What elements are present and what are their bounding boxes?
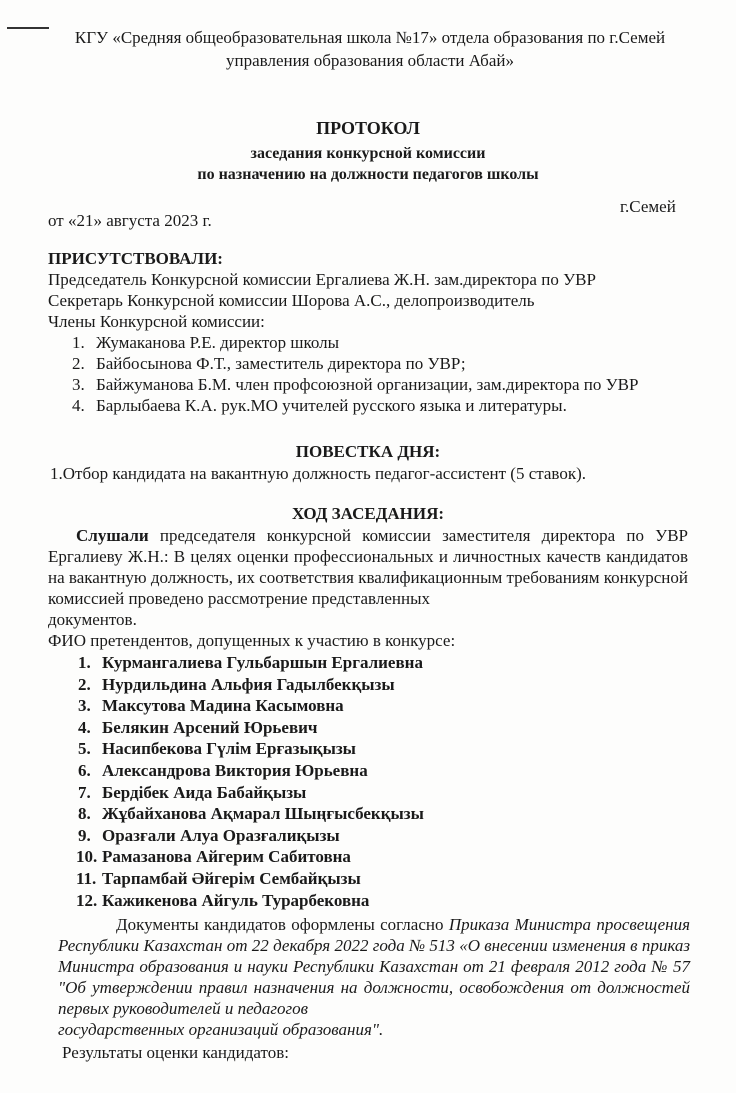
list-item: 8. Жұбайханова Ақмарал Шыңғысбекқызы — [78, 804, 424, 824]
listened-paragraph-end: документов. — [48, 610, 137, 629]
list-item: 9. Оразғали Алуа Оразғалиқызы — [78, 825, 340, 845]
chair-line: Председатель Конкурсной комиссии Ергалиева Ж.Н. зам.директора по УВР — [48, 270, 596, 289]
header-line-1: КГУ «Средняя общеобразовательная школа №17» отдела образования по г.Семей — [74, 28, 666, 47]
protocol-title: ПРОТОКОЛ — [316, 118, 420, 138]
meeting-heading: ХОД ЗАСЕДАНИЯ: — [291, 504, 445, 523]
members-label: Члены Конкурсной комиссии: — [48, 312, 265, 331]
list-item: 12. Кажикенова Айгуль Турарбековна — [76, 890, 370, 910]
list-item: 3. Максутова Мадина Касымовна — [78, 696, 344, 716]
list-item: 7. Бердібек Аида Бабайқызы — [78, 782, 307, 802]
results-label: Результаты оценки кандидатов: — [62, 1043, 289, 1062]
list-item: 4. Белякин Арсений Юрьевич — [78, 717, 318, 737]
candidates-label: ФИО претендентов, допущенных к участию в конкурсе: — [48, 631, 456, 650]
secretary-line: Секретарь Конкурсной комиссии Шорова А.С., делопроизводитель — [48, 291, 535, 310]
candidates-list — [78, 652, 424, 911]
protocol-subtitle-1: заседания конкурсной комиссии — [250, 145, 486, 162]
documents-paragraph-end: государственных организаций образования". — [58, 1020, 384, 1039]
list-item: 2. Байбосынова Ф.Т., заместитель директора по УВР; — [72, 354, 466, 373]
list-item: 2. Нурдильдина Альфия Гадылбекқызы — [78, 674, 395, 694]
listened-paragraph: Слушали председателя конкурсной комиссии заместителя директора по УВР Ергалиеву Ж.Н.: В целях оценки профессиональных и личностных качеств кандидатов на вакантную должность, их соответствия квалификационным требованиям конкурсной комиссией проведено рассмотрение представленных — [48, 526, 689, 608]
header-line-2: управления образования области Абай» — [226, 51, 514, 70]
protocol-subtitle-2: по назначению на должности педагогов школы — [197, 166, 539, 183]
list-item: 5. Насипбекова Гүлім Ерғазықызы — [78, 739, 356, 759]
list-item: 1. Жумаканова Р.Е. директор школы — [72, 333, 340, 352]
documents-paragraph: Документы кандидатов оформлены согласно Приказа Министра просвещения Республики Казахстан от 22 декабря 2022 года № 513 «О внесении изменения в приказ Министра образования и науки Республики Казахстан от 21 февраля 2012 года № 57 "Об утверждении правил назначения на должности, освобождения от должностей первых руководителей и педагогов — [58, 915, 690, 1018]
list-item: 4. Барлыбаева К.А. рук.МО учителей русского языка и литературы. — [72, 396, 567, 415]
list-item: 1. Курмангалиева Гульбаршын Ергалиевна — [78, 653, 423, 672]
city: г.Семей — [620, 197, 676, 216]
agenda-item: 1.Отбор кандидата на вакантную должность педагог-ассистент (5 ставок). — [50, 464, 586, 483]
list-item: 11. Тарпамбай Әйгерім Сембайқызы — [76, 868, 361, 888]
list-item: 10. Рамазанова Айгерим Сабитовна — [76, 847, 351, 867]
protocol-date: от «21» августа 2023 г. — [48, 211, 212, 230]
list-item: 6. Александрова Виктория Юрьевна — [78, 760, 368, 780]
list-item: 3. Байжуманова Б.М. член профсоюзной организации, зам.директора по УВР — [72, 375, 639, 394]
listened-label: Слушали — [76, 526, 149, 545]
agenda-heading: ПОВЕСТКА ДНЯ: — [295, 442, 441, 461]
present-heading: ПРИСУТСТВОВАЛИ: — [48, 249, 223, 268]
members-list — [72, 332, 638, 416]
